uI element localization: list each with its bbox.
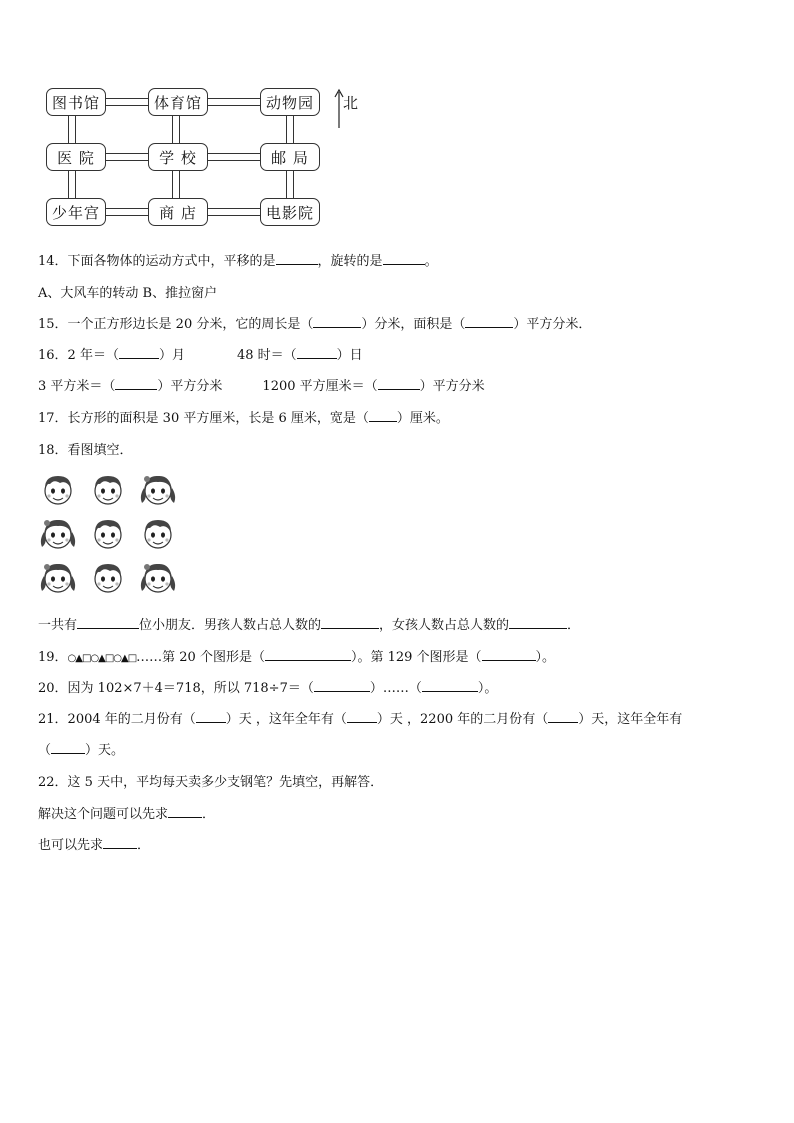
question-19: 19．○▲□○▲□○▲□……第 20 个图形是（ ）。第 129 个图形是（ ）。 — [38, 650, 556, 665]
question-17: 17．长方形的面积是 30 平方厘米，长是 6 厘米，宽是（ ）厘米。 — [38, 411, 449, 426]
map-node-youth-palace: 少年宫 — [46, 198, 106, 226]
boy-face-icon — [38, 470, 78, 508]
map-node-store: 商 店 — [148, 198, 208, 226]
answer-blank[interactable] — [196, 712, 226, 723]
road — [106, 208, 148, 216]
girl-face-icon — [38, 514, 78, 552]
map-node-post-office: 邮 局 — [260, 143, 320, 171]
answer-blank[interactable] — [383, 254, 425, 265]
boy-face-icon — [88, 514, 128, 552]
road — [286, 116, 294, 144]
map-node-zoo: 动物园 — [260, 88, 320, 116]
map-node-library: 图书馆 — [46, 88, 106, 116]
map-node-school: 学 校 — [148, 143, 208, 171]
road — [68, 171, 76, 199]
answer-blank[interactable] — [422, 681, 478, 692]
question-16-line-1: 16．2 年＝（ ）月 48 时＝（ ）日 — [38, 348, 363, 363]
question-22-line-1: 解决这个问题可以先求 ． — [38, 807, 216, 822]
question-21-line-1: 21．2004 年的二月份有（ ）天 ，这年全年有（ ）天 ，2200 年的二月份有（ ）天，这年全年有 — [38, 712, 683, 727]
map-node-hospital: 医 院 — [46, 143, 106, 171]
road — [208, 208, 260, 216]
answer-blank[interactable] — [313, 317, 361, 328]
children-faces — [38, 470, 188, 598]
map-node-cinema: 电影院 — [260, 198, 320, 226]
girl-face-icon — [138, 558, 178, 596]
question-20: 20．因为 102×7＋4＝718，所以 718÷7＝（ ）……（ ）。 — [38, 681, 498, 696]
boy-face-icon — [88, 558, 128, 596]
answer-blank[interactable] — [369, 411, 397, 422]
answer-blank[interactable] — [168, 807, 202, 818]
boy-face-icon — [138, 514, 178, 552]
girl-face-icon — [138, 470, 178, 508]
answer-blank[interactable] — [347, 712, 377, 723]
answer-blank[interactable] — [276, 254, 318, 265]
road — [208, 98, 260, 106]
north-label: 北 — [343, 94, 359, 112]
road — [172, 171, 180, 199]
answer-blank[interactable] — [548, 712, 578, 723]
question-21-line-2: （ ）天。 — [38, 743, 125, 758]
road — [172, 116, 180, 144]
question-14-options: A、大风车的转动 B、推拉窗户 — [38, 286, 218, 301]
boy-face-icon — [88, 470, 128, 508]
answer-blank[interactable] — [321, 618, 379, 629]
answer-blank[interactable] — [265, 650, 351, 661]
shape-sequence: ○▲□○▲□○▲□ — [67, 653, 137, 664]
answer-blank[interactable] — [115, 379, 157, 390]
road — [106, 98, 148, 106]
road — [106, 153, 148, 161]
answer-blank[interactable] — [378, 379, 420, 390]
answer-blank[interactable] — [509, 618, 567, 629]
answer-blank[interactable] — [119, 348, 159, 359]
question-16-line-2: 3 平方米＝（ ）平方分米 1200 平方厘米＝（ ）平方分米 — [38, 379, 485, 394]
answer-blank[interactable] — [77, 618, 139, 629]
question-18-title: 18．看图填空． — [38, 443, 133, 458]
question-15: 15．一个正方形边长是 20 分米，它的周长是（ ）分米，面积是（ ）平方分米． — [38, 317, 592, 332]
answer-blank[interactable] — [51, 743, 85, 754]
question-22-line-2: 也可以先求 ． — [38, 838, 151, 853]
road — [208, 153, 260, 161]
road — [286, 171, 294, 199]
question-18-answer: 一共有 位小朋友．男孩人数占总人数的 ，女孩人数占总人数的 ． — [38, 618, 581, 633]
question-22-title: 22．这 5 天中，平均每天卖多少支钢笔？先填空，再解答． — [38, 775, 384, 790]
map-diagram — [36, 80, 376, 235]
girl-face-icon — [38, 558, 78, 596]
answer-blank[interactable] — [482, 650, 536, 661]
road — [68, 116, 76, 144]
question-14: 14．下面各物体的运动方式中，平移的是 ，旋转的是 。 — [38, 254, 438, 269]
answer-blank[interactable] — [314, 681, 370, 692]
answer-blank[interactable] — [103, 838, 137, 849]
map-node-gym: 体育馆 — [148, 88, 208, 116]
answer-blank[interactable] — [297, 348, 337, 359]
answer-blank[interactable] — [465, 317, 513, 328]
